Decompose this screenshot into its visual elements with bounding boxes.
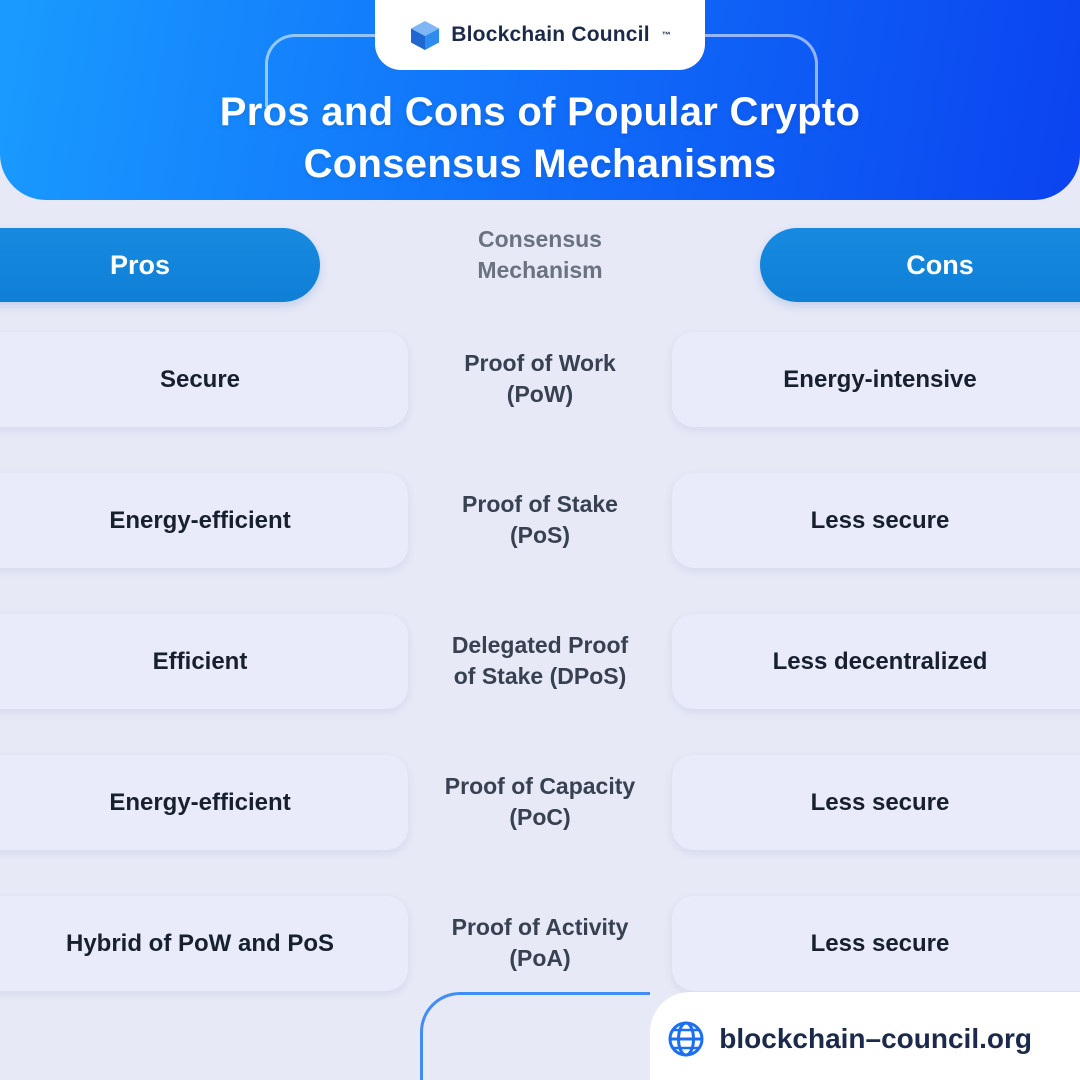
trademark-symbol: ™ — [661, 30, 671, 40]
mechanism-cell — [390, 334, 690, 424]
column-header-pros: Pros — [0, 228, 320, 302]
con-cell: Less secure — [672, 755, 1080, 850]
column-header-cons: Cons — [760, 228, 1080, 302]
column-header-consensus — [375, 224, 705, 286]
con-cell: Less secure — [672, 473, 1080, 568]
comparison-table — [0, 320, 1080, 1025]
column-header-row — [0, 228, 1080, 302]
mechanism-line1: Proof of Work — [464, 349, 616, 376]
footer — [0, 992, 1080, 1080]
mechanism-line1: Proof of Stake — [462, 490, 618, 517]
mechanism-line2: (PoC) — [509, 804, 571, 830]
mechanism-line1: Delegated Proof — [451, 631, 629, 658]
con-cell: Less secure — [672, 896, 1080, 991]
table-row — [0, 320, 1080, 461]
column-header-consensus-line2: Mechanism — [477, 257, 603, 284]
footer-website[interactable] — [667, 1020, 1032, 1058]
mechanism-line2: (PoA) — [509, 945, 571, 971]
website-url: blockchain–council.org — [719, 1023, 1032, 1054]
table-row — [0, 602, 1080, 743]
mechanism-line1: Proof of Activity — [451, 913, 629, 940]
mechanism-cell — [390, 475, 690, 565]
con-cell: Less decentralized — [672, 614, 1080, 709]
page-title-line2: Consensus Mechanisms — [303, 142, 777, 186]
pro-cell: Hybrid of PoW and PoS — [0, 896, 408, 991]
brand-name: Blockchain Council — [451, 23, 650, 46]
pro-cell: Energy-efficient — [0, 473, 408, 568]
page-title — [0, 86, 1080, 190]
pro-cell: Energy-efficient — [0, 755, 408, 850]
header-banner — [0, 0, 1080, 200]
page-title-line1: Pros and Cons of Popular Crypto — [219, 90, 861, 134]
mechanism-line2: (PoS) — [509, 522, 571, 548]
mechanism-line1: Proof of Capacity — [444, 772, 636, 799]
notch-wing-left — [265, 0, 375, 70]
mechanism-line2: of Stake (DPoS) — [453, 663, 627, 689]
con-cell: Energy-intensive — [672, 332, 1080, 427]
globe-icon — [667, 1020, 705, 1058]
footer-accent-line — [420, 992, 650, 1080]
brand-logo — [375, 0, 705, 70]
blue-cube-icon — [409, 19, 441, 51]
table-row — [0, 743, 1080, 884]
column-header-consensus-line1: Consensus — [478, 226, 602, 252]
notch-wing-right — [705, 0, 815, 70]
pro-cell: Secure — [0, 332, 408, 427]
mechanism-line2: (PoW) — [506, 381, 574, 407]
mechanism-cell — [390, 616, 690, 706]
mechanism-cell — [390, 757, 690, 847]
pro-cell: Efficient — [0, 614, 408, 709]
mechanism-cell — [390, 898, 690, 988]
table-row — [0, 461, 1080, 602]
